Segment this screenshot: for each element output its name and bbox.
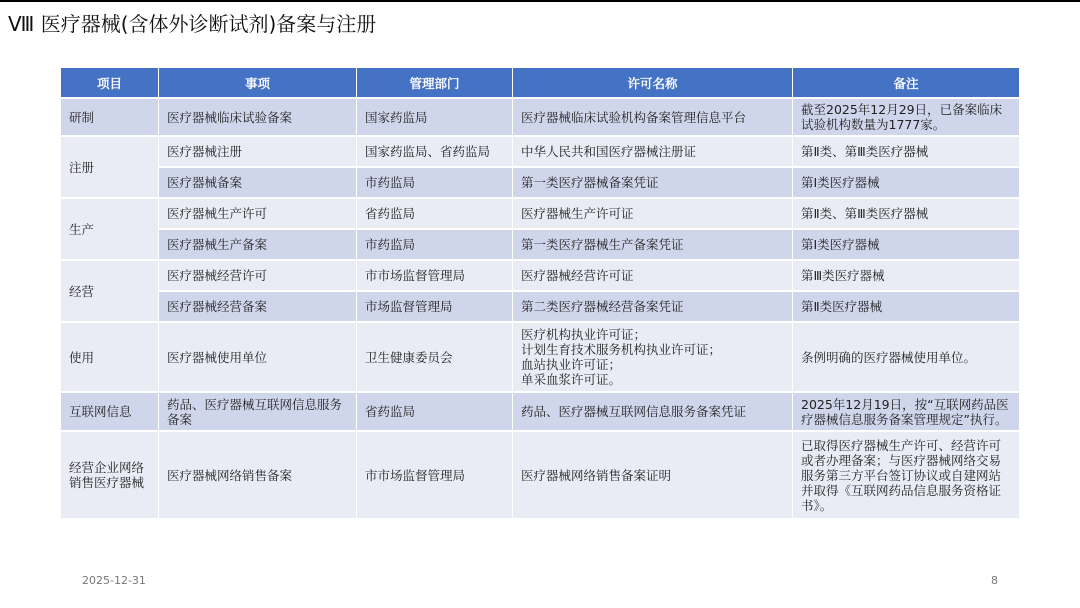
category-cell: 经营企业网络销售医疗器械 [61,432,159,520]
department-cell: 市药监局 [357,168,513,199]
license-cell: 药品、医疗器械互联网信息服务备案凭证 [513,393,793,432]
note-cell: 第Ⅱ类、第Ⅲ类医疗器械 [793,199,1019,230]
item-cell: 药品、医疗器械互联网信息服务备案 [159,393,357,432]
note-cell: 第Ⅱ类医疗器械 [793,292,1019,323]
category-cell: 经营 [61,261,159,323]
license-cell: 第一类医疗器械备案凭证 [513,168,793,199]
item-cell: 医疗器械网络销售备案 [159,432,357,520]
table-row [61,323,1019,393]
item-cell: 医疗器械生产备案 [159,230,357,261]
item-cell: 医疗器械使用单位 [159,323,357,393]
table-header-row [61,68,1019,99]
header-note: 备注 [793,68,1019,99]
table-row [61,292,1019,323]
note-cell: 2025年12月19日，按“互联网药品医疗器械信息服务备案管理规定”执行。 [793,393,1019,432]
item-cell: 医疗器械临床试验备案 [159,99,357,137]
license-cell: 中华人民共和国医疗器械注册证 [513,137,793,168]
item-cell: 医疗器械经营备案 [159,292,357,323]
department-cell: 省药监局 [357,393,513,432]
table-row [61,261,1019,292]
department-cell: 市市场监督管理局 [357,432,513,520]
department-cell: 市场监督管理局 [357,292,513,323]
table-row [61,168,1019,199]
category-cell: 生产 [61,199,159,261]
department-cell: 市市场监督管理局 [357,261,513,292]
note-cell: 条例明确的医疗器械使用单位。 [793,323,1019,393]
top-rule [0,0,1080,2]
department-cell: 省药监局 [357,199,513,230]
table-row [61,199,1019,230]
license-line: 计划生育技术服务机构执业许可证； [521,342,722,357]
note-cell: 第Ⅲ类医疗器械 [793,261,1019,292]
department-cell: 市药监局 [357,230,513,261]
item-cell: 医疗器械备案 [159,168,357,199]
note-cell: 第Ⅱ类、第Ⅲ类医疗器械 [793,137,1019,168]
category-cell: 互联网信息 [61,393,159,432]
item-cell: 医疗器械经营许可 [159,261,357,292]
note-cell: 已取得医疗器械生产许可、经营许可或者办理备案；与医疗器械网络交易服务第三方平台签订协议或自建网站并取得《互联网药品信息服务资格证书》。 [793,432,1019,520]
category-cell: 研制 [61,99,159,137]
slide-title: Ⅷ 医疗器械(含体外诊断试剂)备案与注册 [8,12,377,36]
category-cell: 注册 [61,137,159,199]
header-category: 项目 [61,68,159,99]
department-cell: 国家药监局 [357,99,513,137]
note-cell: 第Ⅰ类医疗器械 [793,168,1019,199]
table-row [61,432,1019,520]
table-row [61,393,1019,432]
license-cell: 第一类医疗器械生产备案凭证 [513,230,793,261]
department-cell: 卫生健康委员会 [357,323,513,393]
header-license: 许可名称 [513,68,793,99]
page-number: 8 [991,574,998,587]
header-department: 管理部门 [357,68,513,99]
license-cell: 医疗器械经营许可证 [513,261,793,292]
department-cell: 国家药监局、省药监局 [357,137,513,168]
license-cell: 医疗器械生产许可证 [513,199,793,230]
license-cell: 医疗器械网络销售备案证明 [513,432,793,520]
registration-table [61,68,1019,520]
item-cell: 医疗器械生产许可 [159,199,357,230]
table-row [61,99,1019,137]
item-cell: 医疗器械注册 [159,137,357,168]
category-cell: 使用 [61,323,159,393]
license-cell: 第二类医疗器械经营备案凭证 [513,292,793,323]
license-cell [513,323,793,393]
table-row [61,137,1019,168]
table-row [61,230,1019,261]
license-line: 医疗机构执业许可证； [521,327,647,342]
note-cell: 第Ⅰ类医疗器械 [793,230,1019,261]
license-line: 单采血浆许可证。 [521,372,622,387]
footer-date: 2025-12-31 [82,574,146,587]
license-line: 血站执业许可证； [521,357,622,372]
header-item: 事项 [159,68,357,99]
license-cell: 医疗器械临床试验机构备案管理信息平台 [513,99,793,137]
note-cell: 截至2025年12月29日，已备案临床试验机构数量为1777家。 [793,99,1019,137]
